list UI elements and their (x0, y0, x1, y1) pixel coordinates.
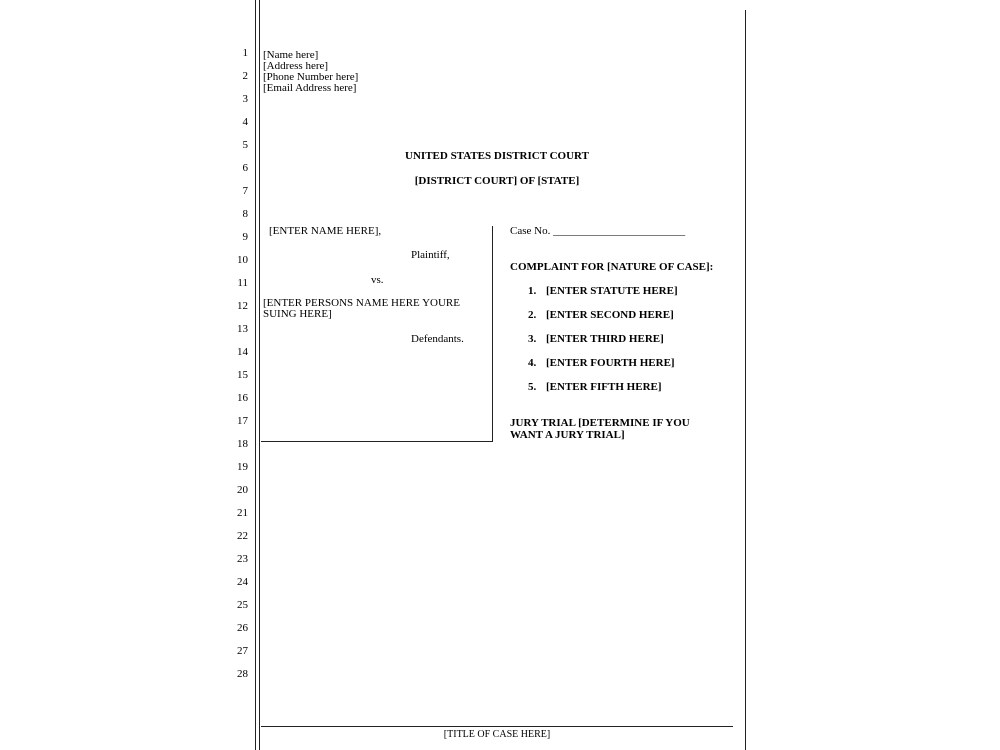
contact-name: [Name here] (263, 49, 319, 61)
plaintiff-label: Plaintiff, (411, 249, 450, 261)
left-margin-rule-inner (259, 0, 260, 750)
claim-number: 2. (528, 309, 537, 321)
plaintiff-name: [ENTER NAME HERE], (269, 225, 382, 237)
case-number: Case No. ________________________ (510, 225, 686, 237)
footer-case-title: [TITLE OF CASE HERE] (443, 729, 551, 740)
versus-label: vs. (371, 274, 384, 286)
caption-divider-vertical (492, 226, 493, 442)
claim-text: [ENTER FOURTH HERE] (546, 357, 675, 369)
line-number: 18 (237, 438, 248, 450)
line-number: 17 (237, 415, 248, 427)
claim-text: [ENTER THIRD HERE] (546, 333, 664, 345)
claim-number: 5. (528, 381, 537, 393)
claim-number: 4. (528, 357, 537, 369)
jury-trial-line1: JURY TRIAL [DETERMINE IF YOU (510, 417, 690, 429)
line-number: 22 (237, 530, 248, 542)
caption-divider-horizontal (261, 441, 493, 442)
contact-email: [Email Address here] (263, 82, 357, 94)
line-number: 1 (242, 47, 248, 59)
court-district: [DISTRICT COURT] OF [STATE] (414, 175, 580, 187)
claim-text: [ENTER SECOND HERE] (546, 309, 674, 321)
line-number: 13 (237, 323, 248, 335)
jury-trial-line2: WANT A JURY TRIAL] (510, 429, 625, 441)
line-number: 8 (242, 208, 248, 220)
line-number: 11 (237, 277, 248, 289)
contact-phone: [Phone Number here] (263, 71, 359, 83)
right-margin-rule (745, 10, 746, 750)
line-number: 4 (242, 116, 248, 128)
line-number: 26 (237, 622, 248, 634)
line-number: 20 (237, 484, 248, 496)
contact-address: [Address here] (263, 60, 329, 72)
line-number: 12 (237, 300, 248, 312)
line-number: 21 (237, 507, 248, 519)
line-number: 16 (237, 392, 248, 404)
line-number: 24 (237, 576, 248, 588)
left-margin-rule-outer (255, 0, 256, 750)
line-number: 5 (242, 139, 248, 151)
line-number: 14 (237, 346, 248, 358)
line-number: 10 (237, 254, 248, 266)
defendant-name-line1: [ENTER PERSONS NAME HERE YOURE (263, 297, 460, 309)
line-number: 25 (237, 599, 248, 611)
line-number: 19 (237, 461, 248, 473)
line-number: 9 (242, 231, 248, 243)
line-number: 2 (242, 70, 248, 82)
claim-text: [ENTER FIFTH HERE] (546, 381, 662, 393)
footer-rule (261, 726, 733, 727)
court-name: UNITED STATES DISTRICT COURT (405, 150, 589, 162)
line-number: 27 (237, 645, 248, 657)
claim-number: 3. (528, 333, 537, 345)
line-number: 6 (242, 162, 248, 174)
claim-text: [ENTER STATUTE HERE] (546, 285, 678, 297)
line-number: 23 (237, 553, 248, 565)
defendant-name-line2: SUING HERE] (263, 308, 332, 320)
complaint-title: COMPLAINT FOR [NATURE OF CASE]: (510, 261, 714, 273)
line-number: 7 (242, 185, 248, 197)
defendant-label: Defendants. (411, 333, 464, 345)
claim-number: 1. (528, 285, 537, 297)
line-number: 28 (237, 668, 248, 680)
line-number: 15 (237, 369, 248, 381)
line-number: 3 (242, 93, 248, 105)
